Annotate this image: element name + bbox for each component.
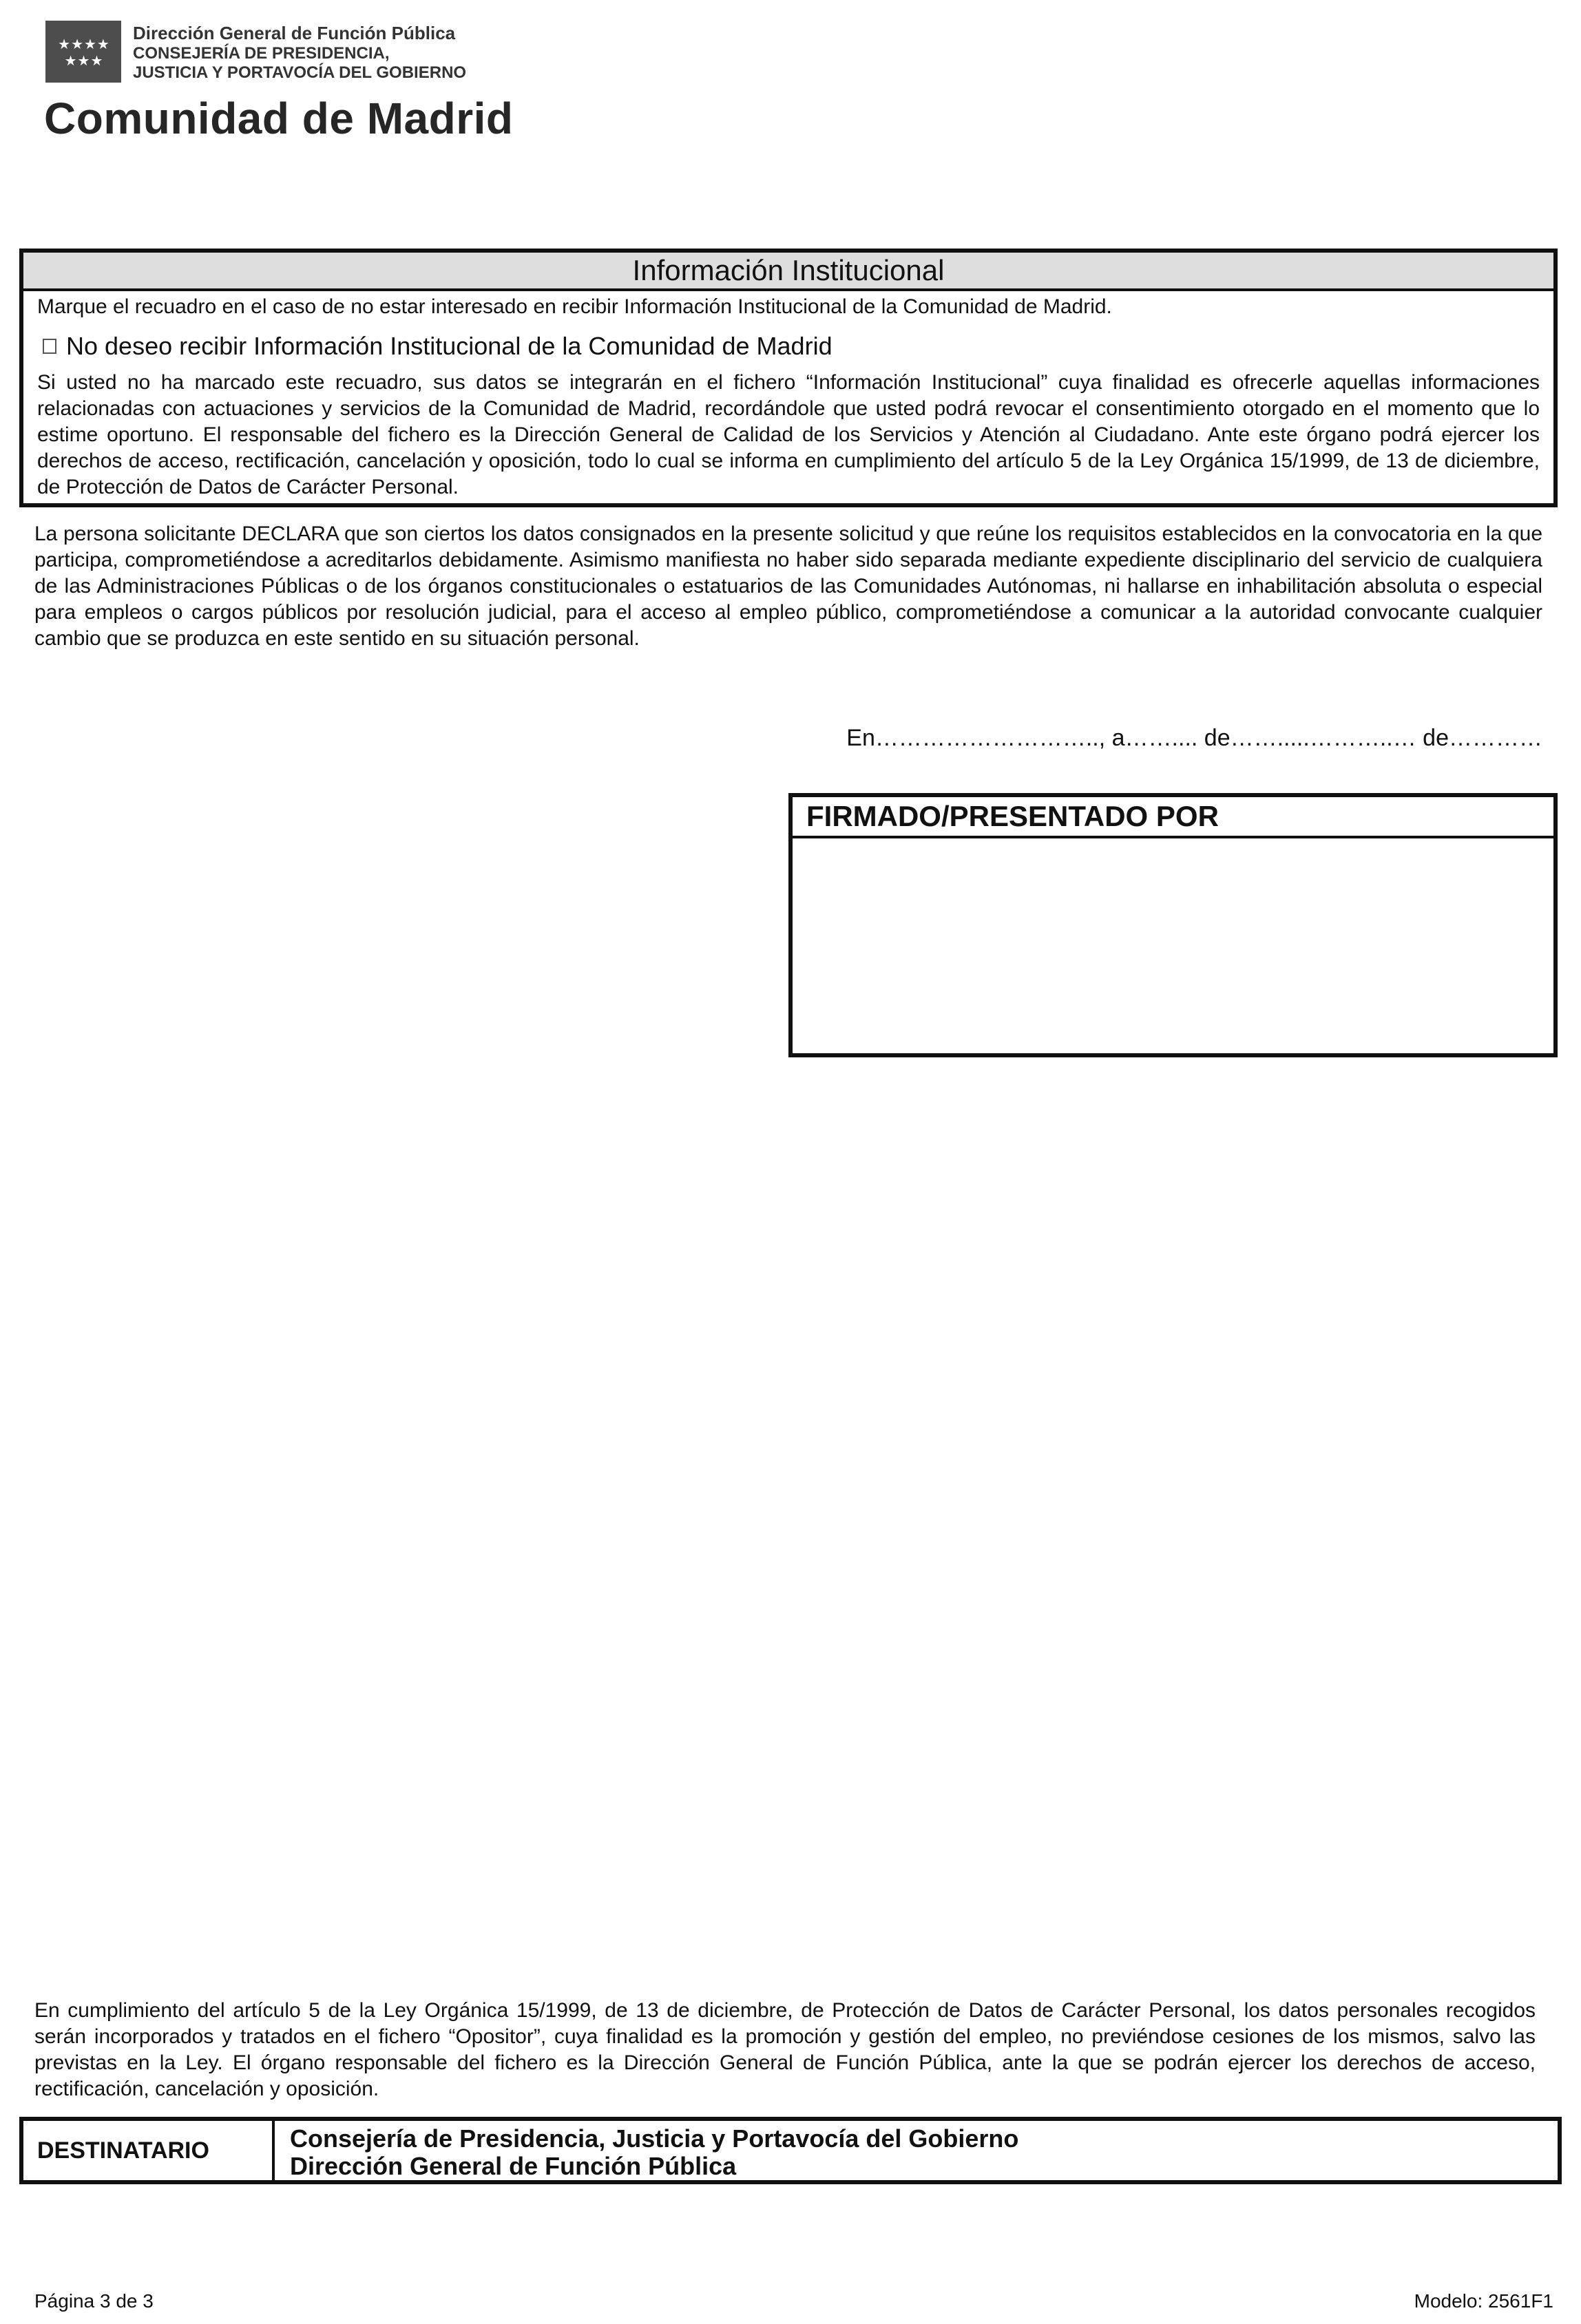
footer-legal-notice: En cumplimiento del artículo 5 de la Ley Orgánica 15/1999, de 13 de diciembre, de Protección de Datos de Carácter Personal, los datos personales recogidos serán incorporados y tratados en el fichero “Opositor”, cuya finalidad es la promoción y gestión del empleo, no previéndose cesiones de los mismos, salvo las previstas en la Ley. El órgano responsable del fichero es la Dirección General de Función Pública, ante la que se podrán ejercer los derechos de acceso, rectificación, cancelación y oposición. (34, 1999, 1536, 2100)
letterhead (40, 17, 522, 147)
destinatario-values (275, 2121, 1018, 2180)
section-body (23, 294, 1553, 500)
opt-out-checkbox[interactable] (43, 339, 56, 354)
instruction-text: Marque el recuadro en el caso de no estar interesado en recibir Información Institucional de la Comunidad de Madrid. (37, 295, 1112, 318)
section-title: Información Institucional (23, 253, 1553, 291)
declaration-text: La persona solicitante DECLARA que son ciertos los datos consignados en la presente solicitud y que reúne los requisitos establecidos en la convocatoria en la que participa, comprometiéndose a acreditarlos debidamente. Asimismo manifiesta no haber sido separada mediante expediente disciplinario del servicio de cualquiera de las Administraciones Públicas o de los órganos constitucionales o estatuarios de las Comunidades Autónomas, ni hallarse en inhabilitación absoluta o especial para empleos o cargos públicos por resolución judicial, para el acceso al empleo público, comprometiéndose a comunicar a la autoridad convocante cualquier cambio que se produzca en este sentido en su situación personal. (34, 522, 1542, 650)
destinatario-box (19, 2117, 1562, 2184)
letterhead-title: Comunidad de Madrid (44, 94, 514, 143)
destinatario-label: DESTINATARIO (23, 2121, 275, 2180)
comunidad-de-madrid-flag-icon (45, 21, 121, 83)
place-date-line[interactable]: En……………………….., a…….... de…….....………..… de………… (846, 725, 1542, 751)
signature-box[interactable] (788, 793, 1558, 1057)
opt-out-option[interactable] (37, 328, 1540, 364)
opt-out-checkbox-label: No deseo recibir Información Institucional de la Comunidad de Madrid (66, 332, 833, 360)
institutional-info-section (19, 249, 1558, 507)
data-protection-notice: Si usted no ha marcado este recuadro, sus datos se integrarán en el fichero “Información Institucional” cuya finalidad es ofrecerle aquellas informaciones relacionadas con actuaciones y servicios de la Comunidad de Madrid, recordándole que usted podrá revocar el consentimiento otorgado en el momento que lo estime oportuno. El responsable del fichero es la Dirección General de Calidad de los Servicios y Atención al Ciudadano. Ante este órgano podrá ejercer los derechos de acceso, rectificación, cancelación y oposición, todo lo cual se informa en cumplimiento del artículo 5 de la Ley Orgánica 15/1999, de 13 de diciembre, de Protección de Datos de Carácter Personal. (37, 371, 1540, 498)
page-number: Página 3 de 3 (34, 2290, 154, 2312)
flag-stars: ★★★★ ★★★ (58, 36, 110, 69)
letterhead-consejeria-1: CONSEJERÍA DE PRESIDENCIA, (133, 44, 390, 63)
form-model: Modelo: 2561F1 (1414, 2290, 1553, 2312)
letterhead-direccion: Dirección General de Función Pública (133, 23, 456, 43)
signature-box-title: FIRMADO/PRESENTADO POR (793, 797, 1553, 838)
letterhead-department-lines (133, 22, 546, 83)
destinatario-direccion: Dirección General de Función Pública (290, 2152, 737, 2180)
destinatario-consejeria: Consejería de Presidencia, Justicia y Portavocía del Gobierno (290, 2124, 1019, 2153)
letterhead-consejeria-2: JUSTICIA Y PORTAVOCÍA DEL GOBIERNO (133, 63, 467, 82)
